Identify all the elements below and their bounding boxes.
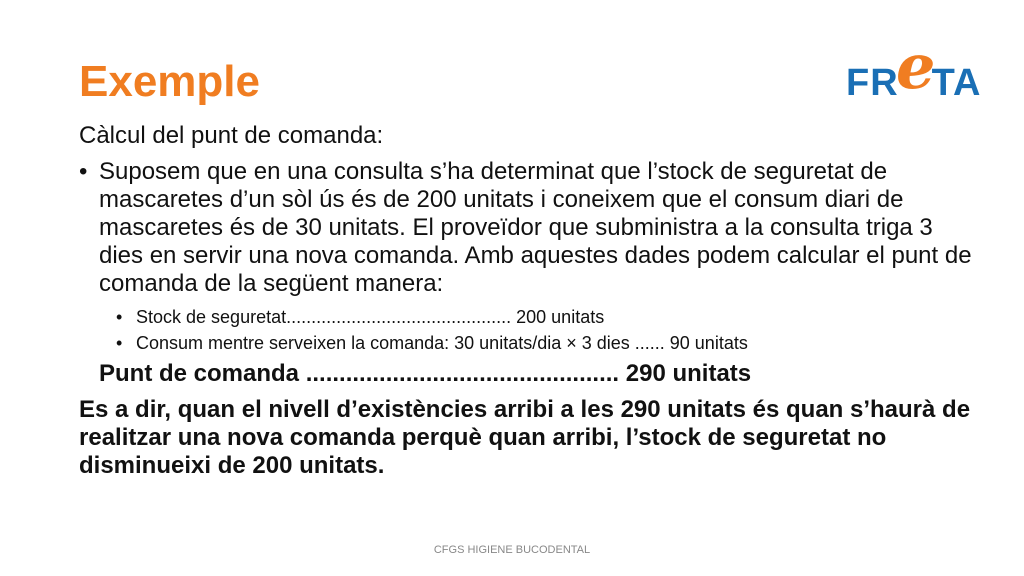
logo-prefix: FR (846, 62, 899, 104)
bullet-dot-icon: • (79, 158, 88, 185)
bullet-dot-icon: • (116, 307, 123, 327)
freta-logo (846, 30, 986, 105)
total-line: Punt de comanda ............................................... 290 unitats (99, 360, 752, 387)
slide-body (79, 122, 979, 480)
sub-bullet-text: Stock de seguretat............................................. 200 unitats (136, 307, 605, 327)
main-bullet (79, 158, 979, 298)
main-bullet-text: Suposem que en una consulta s’ha determinat que l’stock de seguretat de mascaretes d’un sòl ús és de 200 unitats i coneixem que el consum diari de mascaretes és de 30 unitats. El proveïdor que subministra a la consulta triga 3 dies en servir una nova comanda. Amb aquestes dades podem calcular el punt de comanda de la següent manera: (99, 158, 972, 297)
logo-suffix: TA (931, 62, 982, 104)
slide-title: Exemple (79, 57, 260, 106)
sub-bullet-list (79, 304, 979, 356)
sub-bullet (79, 304, 979, 330)
slide-footer: CFGS HIGIENE BUCODENTAL (433, 544, 591, 556)
sub-bullet (79, 330, 979, 356)
logo-e-letter: e (896, 30, 936, 103)
conclusion-text: Es a dir, quan el nivell d’existències arribi a les 290 unitats és quan s’haurà de realitzar una nova comanda perquè quan arribi, l’stock de seguretat no disminueixi de 200 unitats. (79, 396, 971, 479)
section-heading: Càlcul del punt de comanda: (79, 122, 384, 149)
bullet-dot-icon: • (116, 333, 123, 353)
sub-bullet-text: Consum mentre serveixen la comanda: 30 unitats/dia × 3 dies ...... 90 unitats (136, 333, 748, 353)
